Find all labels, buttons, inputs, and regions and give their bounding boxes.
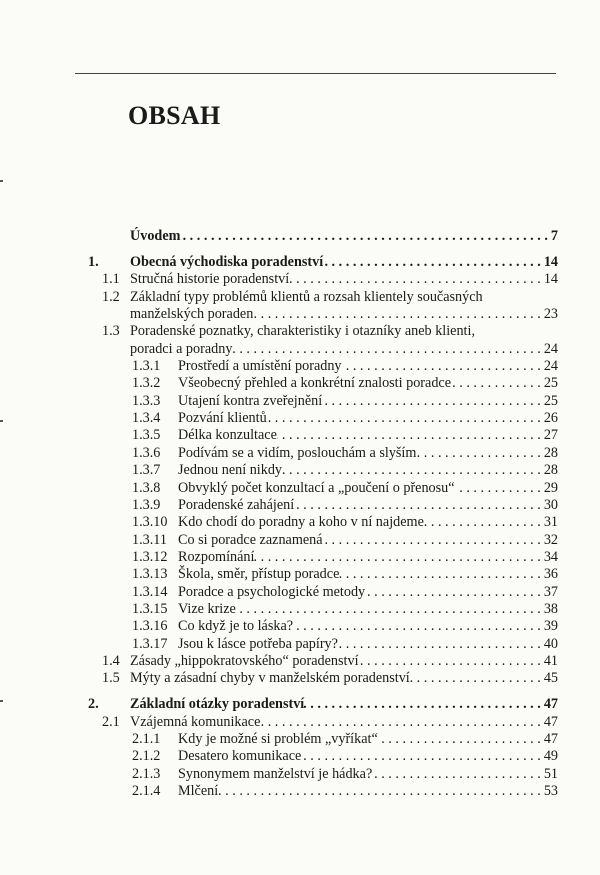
toc-entry-page: 31 [543,514,558,531]
toc-entry[interactable] [0,289,600,306]
toc-entry[interactable] [0,670,600,687]
toc-entry-title: Obecná východiska poradenství [130,254,324,271]
toc-entry-line [178,584,558,601]
toc-entry[interactable] [0,653,600,670]
toc-entry-title: Základní otázky poradenství [130,696,305,713]
toc-entry-page: 28 [543,444,558,461]
toc-entry-line [178,783,558,800]
toc-entry[interactable] [0,783,600,800]
toc-entry-page: 38 [543,600,558,617]
toc-entry-page: 25 [543,375,558,392]
toc-entry-number: 1.3.11 [132,531,167,548]
toc-entry-title: Mlčení [178,783,219,800]
toc-entry-title: Podívám se a vidím, poslouchám a slyším [178,444,417,461]
toc-entry-number: 1.2 [102,288,120,305]
toc-entry-page: 24 [543,340,558,357]
toc-entry[interactable] [0,601,600,618]
toc-entry-line [178,731,558,748]
toc-entry-line [130,670,558,687]
toc-entry-page: 26 [543,410,558,427]
toc-entry-line [130,714,558,731]
dot-leader [416,445,543,462]
toc-entry-title: Zásady „hippokratovského“ poradenství [130,652,359,669]
toc-entry-line [130,341,558,358]
toc-entry-line [178,410,558,427]
toc-entry-page: 34 [543,548,558,565]
dot-leader [253,306,544,323]
toc-entry[interactable] [0,445,600,462]
toc-entry-title: Délka konzultace [178,427,277,444]
toc-entry-number: 1.3.6 [132,444,161,461]
toc-entry-page: 36 [543,566,558,583]
toc-entry-title: Synonymem manželství je hádka? [178,765,373,782]
toc-entry-page: 29 [543,479,558,496]
toc-entry-number: 1.3.5 [132,427,161,444]
dot-leader [232,341,543,358]
toc-entry-number: 2.1 [102,713,120,730]
table-of-contents [0,228,600,800]
toc-entry-title: Desatero komunikace [178,748,302,765]
toc-entry-number: 1.3.14 [132,583,168,600]
toc-entry-title: Vize krize [178,600,236,617]
toc-entry-line [178,497,558,514]
toc-entry-page: 7 [550,228,558,244]
dot-leader [410,670,544,687]
dot-leader [359,653,544,670]
toc-entry-number: 2.1.4 [132,783,161,800]
toc-entry-number: 1.4 [102,652,120,669]
toc-entry[interactable] [0,566,600,583]
toc-entry-title: Mýty a zásadní chyby v manželském poradenství [130,670,410,687]
toc-entry[interactable] [0,254,600,271]
toc-entry-number: 1. [88,254,99,271]
toc-entry[interactable] [0,306,600,323]
toc-entry-page: 32 [543,531,558,548]
dot-leader [323,532,544,549]
toc-entry-line [178,748,558,765]
toc-entry-number: 2. [88,696,99,713]
dot-leader [277,427,544,444]
toc-entry-number: 1.3 [102,323,120,340]
toc-entry-page: 14 [543,254,558,271]
dot-leader [455,480,544,497]
dot-leader [372,766,544,783]
toc-entry-page: 30 [543,496,558,513]
dot-leader [289,271,544,288]
toc-entry-number: 1.3.8 [132,479,161,496]
dot-leader [323,254,544,271]
dot-leader [339,566,543,583]
toc-entry[interactable] [0,427,600,444]
toc-entry-number: 1.5 [102,670,120,687]
toc-entry[interactable] [0,532,600,549]
toc-entry-page: 41 [543,652,558,669]
toc-entry[interactable] [0,636,600,653]
dot-leader [451,375,544,392]
toc-entry-title: Kdy je možné si problém „vyříkat“ [178,731,378,747]
toc-entry-title: Poradenské poznatky, charakteristiky i otazníky aneb klienti, [130,323,475,340]
scan-mark [0,180,3,182]
toc-entry-title: Jednou není nikdy [178,462,283,479]
toc-entry-title: Škola, směr, přístup poradce [178,566,340,583]
toc-entry[interactable] [0,514,600,531]
toc-entry-title: Utajení kontra zveřejnění [178,392,323,409]
dot-leader [322,393,544,410]
toc-entry-line [178,618,558,635]
toc-entry[interactable] [0,748,600,765]
toc-entry-number: 2.1.1 [132,731,161,747]
toc-entry-page: 47 [543,731,558,747]
dot-leader [338,636,544,653]
header-rule [75,73,556,74]
toc-entry-title: Pozvání klientů [178,410,267,427]
dot-leader [282,462,544,479]
toc-entry-page: 14 [543,271,558,288]
toc-entry[interactable] [0,584,600,601]
toc-entry-page: 51 [543,765,558,782]
toc-entry-number: 2.1.2 [132,748,161,765]
toc-entry[interactable] [0,323,600,340]
toc-entry-title: Co když je to láska? [178,618,294,635]
toc-entry-title: Prostředí a umístění poradny [178,358,342,375]
toc-entry-line [178,393,558,410]
toc-entry-page: 45 [543,670,558,687]
toc-entry[interactable] [0,271,600,288]
toc-entry-line [178,532,558,549]
dot-leader [301,748,544,765]
toc-entry[interactable] [0,549,600,566]
toc-entry-line [178,766,558,783]
page-title: OBSAH [128,101,221,130]
toc-entry-page: 53 [543,783,558,800]
toc-entry-number: 1.3.7 [132,462,161,479]
toc-entry-line [178,480,558,497]
toc-entry-title: Všeobecný přehled a konkrétní znalosti poradce [178,375,452,392]
toc-entry-line [178,462,558,479]
toc-entry-line [130,228,558,245]
toc-entry[interactable] [0,766,600,783]
toc-entry-line [178,601,558,618]
dot-leader [342,358,544,375]
toc-entry-number: 1.3.4 [132,410,161,427]
toc-entry-number: 2.1.3 [132,765,161,782]
toc-entry[interactable] [0,714,600,731]
toc-entry-line [178,636,558,653]
toc-entry-page: 28 [543,462,558,479]
toc-entry-title: Stručná historie poradenství [130,271,290,288]
toc-entry[interactable] [0,358,600,375]
toc-entry-number: 1.3.17 [132,635,168,652]
toc-entry-number: 1.3.16 [132,618,168,635]
toc-entry[interactable] [0,696,600,713]
toc-entry-title: Úvodem [130,228,181,244]
toc-entry-line [130,696,558,713]
toc-entry-number: 1.3.13 [132,566,168,583]
dot-leader [254,549,543,566]
toc-entry[interactable] [0,375,600,392]
toc-entry-title: Obvyklý počet konzultací a „poučení o přenosu“ [178,479,455,496]
toc-entry-page: 40 [543,635,558,652]
toc-entry[interactable] [0,341,600,358]
toc-entry[interactable] [0,731,600,748]
toc-entry-line [178,358,558,375]
dot-leader [304,696,544,713]
toc-entry-number: 1.1 [102,271,120,288]
toc-entry-page: 47 [543,696,558,713]
dot-leader [267,410,544,427]
toc-entry-line [130,323,558,340]
toc-entry-line [178,514,558,531]
toc-entry[interactable] [0,497,600,514]
toc-entry-page: 24 [543,358,558,375]
toc-entry[interactable] [0,462,600,479]
scan-mark [0,420,3,422]
toc-entry-line [130,289,558,306]
toc-entry-line [130,306,558,323]
toc-entry-title: Kdo chodí do poradny a koho v ní najdeme [178,514,424,531]
toc-entry-number: 1.3.3 [132,392,161,409]
toc-entry-title: Základní typy problémů klientů a rozsah klientely současných [130,288,483,305]
toc-entry-number: 1.3.10 [132,514,168,531]
toc-entry-line [178,427,558,444]
toc-entry-title: Co si poradce zaznamená [178,531,323,548]
toc-entry-line [130,254,558,271]
toc-entry-page: 49 [543,748,558,765]
toc-entry-page: 39 [543,618,558,635]
toc-entry-page: 25 [543,392,558,409]
toc-entry-line [178,566,558,583]
toc-entry-number: 1.3.15 [132,600,168,617]
toc-entry-title: poradci a poradny [130,340,233,357]
dot-leader [180,228,550,245]
dot-leader [378,731,544,748]
toc-entry[interactable] [0,393,600,410]
scan-mark [0,700,3,702]
toc-entry-title: manželských poraden [130,306,254,323]
toc-entry-line [178,445,558,462]
toc-entry[interactable] [0,228,600,245]
toc-entry-page: 23 [543,306,558,323]
toc-entry-page: 27 [543,427,558,444]
toc-entry-title: Poradenské zahájení [178,496,295,513]
toc-entry-line [178,549,558,566]
toc-entry-page: 37 [543,583,558,600]
toc-entry-page: 47 [543,713,558,730]
toc-entry-line [130,653,558,670]
toc-entry-title: Vzájemná komunikace [130,713,261,730]
dot-leader [260,714,543,731]
dot-leader [236,601,544,618]
dot-leader [293,618,544,635]
toc-entry-number: 1.3.1 [132,358,161,375]
toc-entry-line [178,375,558,392]
toc-entry-number: 1.3.2 [132,375,161,392]
toc-entry-title: Jsou k lásce potřeba papíry? [178,635,338,652]
dot-leader [294,497,544,514]
dot-leader [218,783,544,800]
toc-entry-number: 1.3.9 [132,496,161,513]
toc-entry[interactable] [0,410,600,427]
toc-entry-number: 1.3.12 [132,548,168,565]
dot-leader [424,514,544,531]
toc-entry-title: Poradce a psychologické metody [178,583,366,600]
toc-entry[interactable] [0,480,600,497]
toc-entry[interactable] [0,618,600,635]
toc-entry-title: Rozpomínání [178,548,255,565]
toc-entry-line [130,271,558,288]
dot-leader [365,584,544,601]
